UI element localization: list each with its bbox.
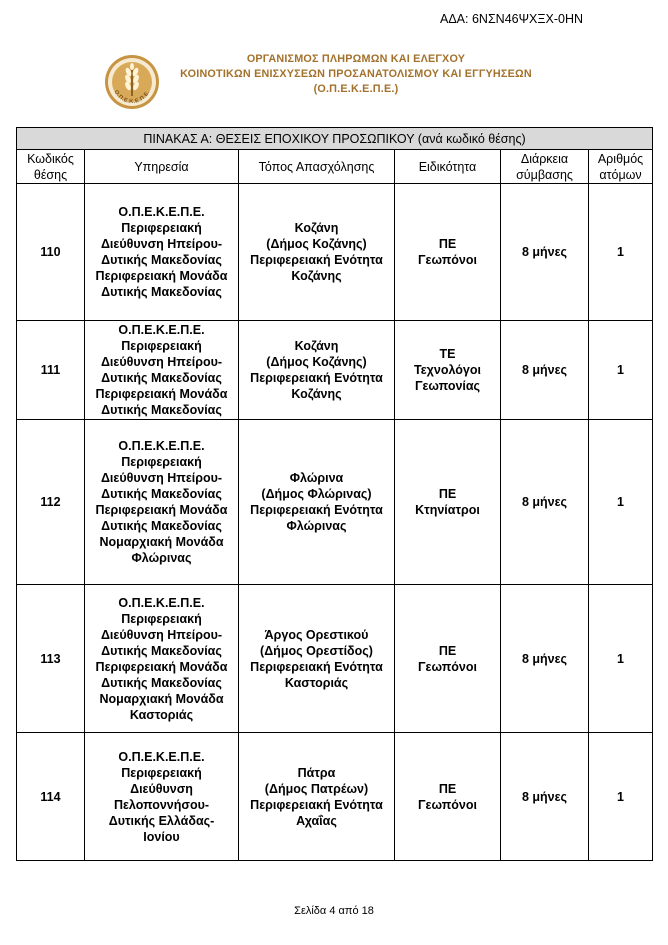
cell-line: Ο.Π.Ε.Κ.Ε.Π.Ε.: [118, 595, 205, 610]
cell-line: Δυτικής Μακεδονίας: [101, 643, 222, 658]
cell-line: Διεύθυνση Ηπείρου-: [100, 627, 223, 642]
cell-line: ΠΕ: [438, 643, 457, 658]
location-cell: [239, 420, 395, 585]
cell-line: Περιφερειακή: [121, 611, 202, 626]
cell-line: Δυτικής Μακεδονίας: [101, 371, 222, 385]
header-location: [239, 150, 395, 184]
cell-line: Περιφερειακή Ενότητα: [250, 371, 383, 385]
service-cell: [85, 420, 239, 585]
cell-line: Δυτικής Μακεδονίας: [101, 403, 222, 417]
table-row: [17, 321, 653, 420]
code-cell: 111: [17, 321, 85, 420]
cell-line: Δυτικής Μακεδονίας: [101, 519, 222, 533]
cell-line: Περιφερειακή: [121, 221, 202, 235]
specialty-cell: [395, 321, 501, 420]
cell-line: Πελοποννήσου-: [113, 797, 210, 812]
persons-cell: 1: [589, 420, 653, 585]
cell-line: Ο.Π.Ε.Κ.Ε.Π.Ε.: [118, 439, 205, 453]
cell-line: Δυτικής Μακεδονίας: [101, 675, 222, 690]
cell-line: Περιφερειακή: [121, 455, 202, 469]
table-row: [17, 585, 653, 733]
duration-cell: 8 μήνες: [501, 420, 589, 585]
cell-line: Δυτικής Μακεδονίας: [101, 253, 222, 267]
cell-line: Γεωπόνοι: [418, 253, 477, 267]
cell-line: σύμβασης: [516, 167, 573, 182]
duration-cell: 8 μήνες: [501, 733, 589, 861]
cell-line: Γεωπόνοι: [418, 659, 477, 674]
organization-line-2: ΚΟΙΝΟΤΙΚΩΝ ΕΝΙΣΧΥΣΕΩΝ ΠΡΟΣΑΝΑΤΟΛΙΣΜΟΥ ΚΑΙ ΕΓΓΥΗΣΕΩΝ: [180, 68, 532, 80]
specialty-cell: [395, 733, 501, 861]
table-row: [17, 733, 653, 861]
cell-line: Περιφερειακή Μονάδα: [95, 503, 228, 517]
location-cell: [239, 733, 395, 861]
location-cell: [239, 585, 395, 733]
cell-line: Νομαρχιακή Μονάδα: [99, 535, 224, 549]
header-persons: [589, 150, 653, 184]
cell-line: Φλώρινας: [131, 551, 192, 565]
persons-cell: 1: [589, 321, 653, 420]
cell-line: Νομαρχιακή Μονάδα: [99, 691, 224, 706]
table-title: ΠΙΝΑΚΑΣ Α: ΘΕΣΕΙΣ ΕΠΟΧΙΚΟΥ ΠΡΟΣΩΠΙΚΟΥ (ανά κωδικό θέσης): [17, 128, 653, 150]
persons-cell: 1: [589, 585, 653, 733]
cell-line: ΠΕ: [438, 487, 457, 501]
page-number: Σελίδα 4 από 18: [294, 905, 374, 917]
cell-line: Κωδικός: [27, 151, 74, 166]
cell-line: Δυτικής Μακεδονίας: [101, 487, 222, 501]
cell-line: Τόπος Απασχόλησης: [258, 159, 375, 174]
cell-line: ατόμων: [599, 167, 642, 182]
header-code: [17, 150, 85, 184]
cell-line: Περιφερειακή Μονάδα: [95, 387, 228, 401]
cell-line: Υπηρεσία: [134, 159, 189, 174]
cell-line: Κοζάνης: [291, 387, 342, 401]
specialty-cell: [395, 585, 501, 733]
cell-line: Διεύθυνση Ηπείρου-: [100, 237, 223, 251]
cell-line: Ειδικότητα: [418, 159, 477, 174]
duration-cell: 8 μήνες: [501, 321, 589, 420]
cell-line: Περιφερειακή Μονάδα: [95, 659, 228, 674]
cell-line: Κτηνίατροι: [415, 503, 480, 517]
table-row: [17, 184, 653, 321]
location-cell: [239, 321, 395, 420]
cell-line: Περιφερειακή Ενότητα: [250, 797, 383, 812]
table-header-row: [17, 150, 653, 184]
specialty-cell: [395, 420, 501, 585]
cell-line: Ο.Π.Ε.Κ.Ε.Π.Ε.: [118, 323, 205, 337]
cell-line: (Δήμος Κοζάνης): [266, 237, 367, 251]
cell-line: Πάτρα: [297, 765, 336, 780]
cell-line: Περιφερειακή: [121, 339, 202, 353]
service-cell: [85, 321, 239, 420]
cell-line: Αχαΐας: [296, 813, 337, 828]
cell-line: Καστοριάς: [129, 707, 194, 722]
code-cell: 113: [17, 585, 85, 733]
cell-line: Καστοριάς: [284, 675, 349, 690]
organization-line-3: (Ο.Π.Ε.Κ.Ε.Π.Ε.): [313, 83, 399, 95]
cell-line: Περιφερειακή Ενότητα: [250, 253, 383, 267]
cell-line: Ο.Π.Ε.Κ.Ε.Π.Ε.: [118, 749, 205, 764]
code-cell: 112: [17, 420, 85, 585]
header-duration: [501, 150, 589, 184]
header-specialty: [395, 150, 501, 184]
cell-line: Κοζάνης: [291, 269, 342, 283]
cell-line: Περιφερειακή Ενότητα: [250, 503, 383, 517]
cell-line: Διεύθυνση Ηπείρου-: [100, 355, 223, 369]
organization-name: [166, 52, 546, 97]
opekepe-logo: [104, 54, 160, 110]
table-row: [17, 420, 653, 585]
persons-cell: 1: [589, 184, 653, 321]
cell-line: Φλώρινα: [289, 471, 344, 485]
cell-line: (Δήμος Πατρέων): [264, 781, 369, 796]
organization-header: [104, 52, 544, 112]
cell-line: ΠΕ: [438, 781, 457, 796]
specialty-cell: [395, 184, 501, 321]
cell-line: Διεύθυνση Ηπείρου-: [100, 471, 223, 485]
persons-cell: 1: [589, 733, 653, 861]
service-cell: [85, 585, 239, 733]
cell-line: Άργος Ορεστικού: [264, 627, 369, 642]
cell-line: Γεωπονίας: [414, 379, 481, 393]
cell-line: Περιφερειακή Ενότητα: [250, 659, 383, 674]
cell-line: Διεύθυνση: [130, 781, 193, 796]
cell-line: ΤΕ: [439, 347, 456, 361]
location-cell: [239, 184, 395, 321]
duration-cell: 8 μήνες: [501, 585, 589, 733]
cell-line: Δυτικής Μακεδονίας: [101, 285, 222, 299]
cell-line: Δυτικής Ελλάδας-: [108, 813, 215, 828]
cell-line: Γεωπόνοι: [418, 797, 477, 812]
cell-line: Περιφερειακή: [121, 765, 202, 780]
organization-line-1: ΟΡΓΑΝΙΣΜΟΣ ΠΛΗΡΩΜΩΝ ΚΑΙ ΕΛΕΓΧΟΥ: [246, 53, 466, 65]
cell-line: Περιφερειακή Μονάδα: [95, 269, 228, 283]
header-service: [85, 150, 239, 184]
cell-line: (Δήμος Ορεστίδος): [260, 643, 373, 658]
code-cell: 114: [17, 733, 85, 861]
table-title-row: [17, 128, 653, 150]
logo-text: Ο.Π.Ε.Κ.Ε.Π.Ε.: [112, 89, 152, 106]
cell-line: ΠΕ: [438, 237, 457, 251]
cell-line: (Δήμος Κοζάνης): [266, 355, 367, 369]
cell-line: Αριθμός: [597, 151, 644, 166]
duration-cell: 8 μήνες: [501, 184, 589, 321]
service-cell: [85, 184, 239, 321]
cell-line: (Δήμος Φλώρινας): [261, 487, 372, 501]
cell-line: Φλώρινας: [286, 519, 347, 533]
service-cell: [85, 733, 239, 861]
positions-table: [16, 127, 653, 861]
cell-line: Ο.Π.Ε.Κ.Ε.Π.Ε.: [118, 205, 205, 219]
cell-line: Κοζάνη: [294, 339, 339, 353]
document-id: ΑΔΑ: 6ΝΣΝ46ΨΧΞΧ-0ΗΝ: [440, 12, 584, 26]
cell-line: θέσης: [33, 167, 68, 182]
cell-line: Τεχνολόγοι: [414, 363, 481, 377]
cell-line: Διάρκεια: [520, 151, 569, 166]
cell-line: Ιονίου: [143, 829, 180, 844]
cell-line: Κοζάνη: [294, 221, 339, 235]
code-cell: 110: [17, 184, 85, 321]
